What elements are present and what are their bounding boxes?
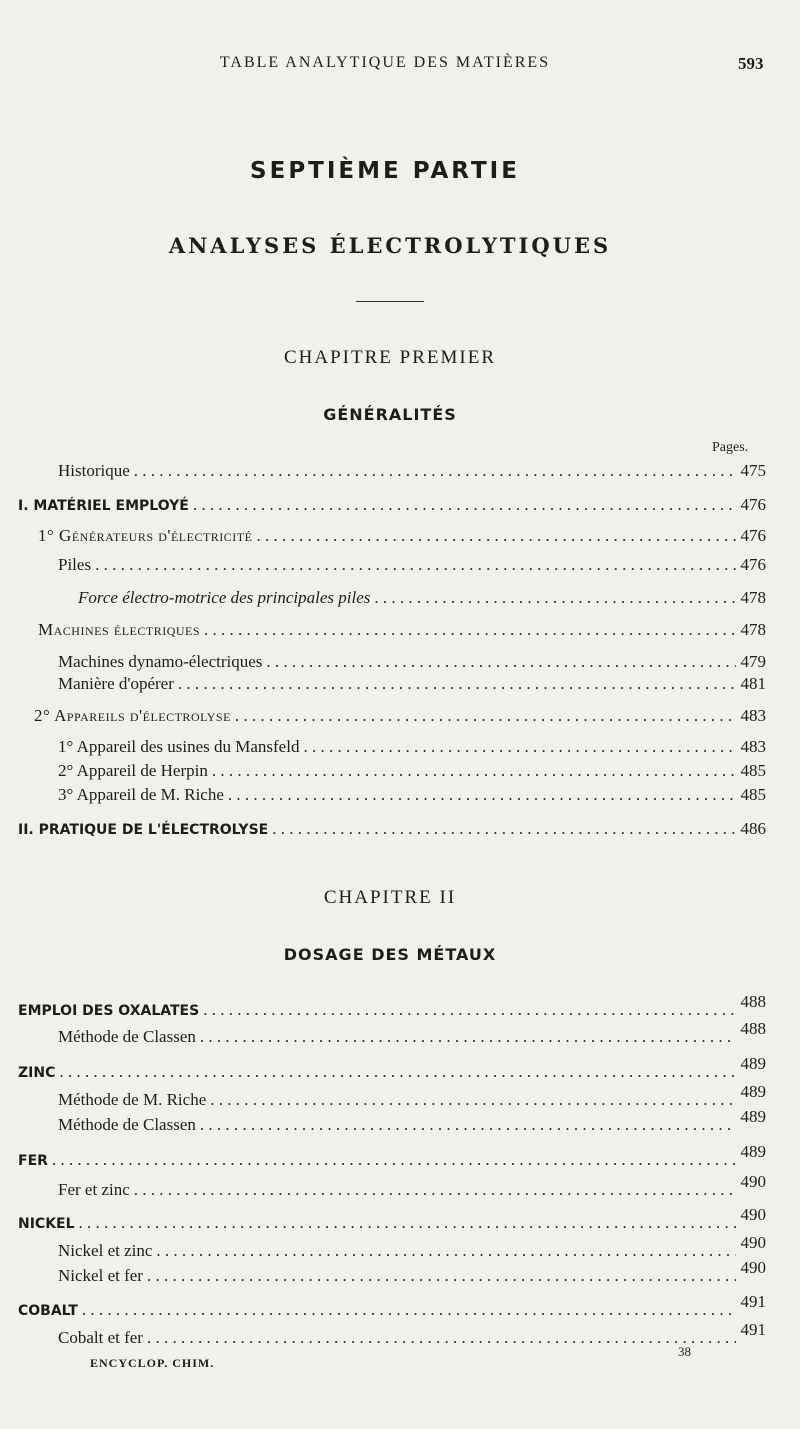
toc-entry: 1° Appareil des usines du Mansfeld . . . 483 [58, 737, 766, 757]
toc-entry: Nickel et fer . . . 490 [58, 1266, 766, 1286]
toc-section-heading: NICKEL . . . 490 [18, 1213, 766, 1233]
toc-entry: Méthode de M. Riche . . . 489 [58, 1090, 766, 1110]
chapter-subtitle: GÉNÉRALITÉS [323, 405, 457, 424]
toc-entry: Piles . . . 476 [58, 555, 766, 575]
toc-entry: Méthode de Classen . . . 489 [58, 1115, 766, 1135]
part-title: SEPTIÈME PARTIE [250, 158, 520, 184]
footer-publication: ENCYCLOP. CHIM. [90, 1356, 215, 1370]
pages-column-label: Pages. [712, 440, 749, 455]
toc-section-heading: FER . . . 489 [18, 1150, 766, 1170]
toc-entry: Méthode de Classen . . . 488 [58, 1027, 766, 1047]
toc-entry: 1° Générateurs d'électricité . . . 476 [38, 526, 766, 546]
toc-section-heading: COBALT . . . 491 [18, 1300, 766, 1320]
separator-rule [356, 301, 424, 302]
chapter-subtitle: DOSAGE DES MÉTAUX [283, 945, 497, 964]
page-number: 593 [738, 54, 764, 73]
running-title: TABLE ANALYTIQUE DES MATIÈRES [219, 54, 551, 71]
toc-entry: Fer et zinc . . . 490 [58, 1180, 766, 1200]
chapter-title: CHAPITRE II [323, 887, 457, 908]
toc-entry: 2° Appareil de Herpin . . . 485 [58, 761, 766, 781]
toc-section-heading: II. PRATIQUE DE L'ÉLECTROLYSE . . . 486 [18, 819, 766, 839]
toc-section-heading: I. MATÉRIEL EMPLOYÉ . . . 476 [18, 495, 766, 515]
toc-entry: Cobalt et fer . . . 491 [58, 1328, 766, 1348]
toc-entry: Manière d'opérer . . . 481 [58, 674, 766, 694]
footer-signature: 38 [678, 1344, 691, 1359]
toc-entry: Historique . . . 475 [58, 461, 766, 481]
toc-entry: Force électro-motrice des principales piles . . . 478 [78, 588, 766, 608]
part-subtitle: ANALYSES ÉLECTROLYTIQUES [168, 233, 612, 258]
toc-section-heading: ZINC . . . 489 [18, 1062, 766, 1082]
chapter-title: CHAPITRE PREMIER [284, 347, 496, 368]
toc-entry: Machines dynamo-électriques . . . 479 [58, 652, 766, 672]
toc-entry: Nickel et zinc . . . 490 [58, 1241, 766, 1261]
toc-section-heading: EMPLOI DES OXALATES . . . 488 [18, 1000, 766, 1020]
toc-entry: 2° Appareils d'électrolyse . . . 483 [34, 706, 766, 726]
toc-entry: Machines électriques . . . 478 [38, 620, 766, 640]
toc-entry: 3° Appareil de M. Riche . . . 485 [58, 785, 766, 805]
